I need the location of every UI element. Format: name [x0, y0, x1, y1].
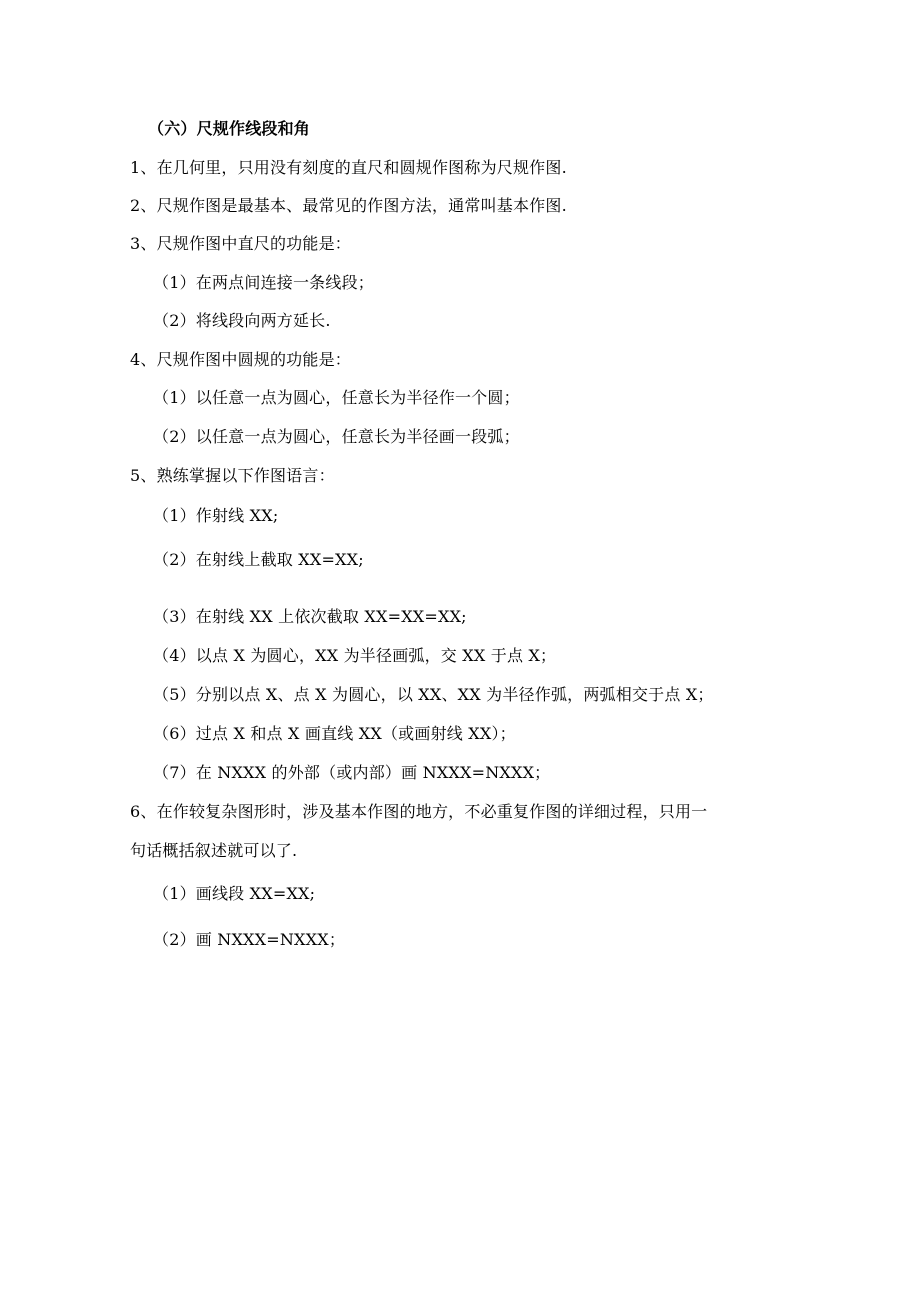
sub-item-5-7: （7）在 NXXX 的外部（或内部）画 NXXX=NXXX； — [153, 763, 551, 782]
paragraph-item-4: 4、尺规作图中圆规的功能是： — [130, 350, 351, 369]
sub-item-5-6: （6）过点 X 和点 X 画直线 XX（或画射线 XX）； — [153, 724, 516, 743]
sub-item-3-1: （1）在两点间连接一条线段； — [153, 273, 374, 292]
sub-item-6-2: （2）画 NXXX=NXXX； — [153, 930, 346, 949]
sub-item-5-5: （5）分别以点 X、点 X 为圆心，以 XX、XX 为半径作弧，两弧相交于点 X； — [153, 685, 714, 704]
sub-item-5-3: （3）在射线 XX 上依次截取 XX=XX=XX; — [153, 607, 467, 626]
paragraph-item-5: 5、熟练掌握以下作图语言： — [130, 466, 335, 485]
paragraph-item-2: 2、尺规作图是最基本、最常见的作图方法，通常叫基本作图. — [130, 196, 567, 215]
sub-item-3-2: （2）将线段向两方延长. — [153, 311, 331, 330]
section-heading: （六）尺规作线段和角 — [148, 119, 311, 138]
sub-item-4-2: （2）以任意一点为圆心，任意长为半径画一段弧； — [153, 427, 520, 446]
sub-item-6-1: （1）画线段 XX=XX; — [153, 884, 316, 903]
sub-item-4-1: （1）以任意一点为圆心，任意长为半径作一个圆； — [153, 388, 520, 407]
sub-item-5-4: （4）以点 X 为圆心，XX 为半径画弧，交 XX 于点 X； — [153, 646, 557, 665]
paragraph-item-3: 3、尺规作图中直尺的功能是： — [130, 234, 351, 253]
paragraph-item-6: 6、在作较复杂图形时，涉及基本作图的地方，不必重复作图的详细过程，只用一 — [130, 802, 708, 821]
paragraph-item-6-continuation: 句话概括叙述就可以了. — [130, 841, 298, 860]
sub-item-5-1: （1）作射线 XX; — [153, 506, 279, 525]
paragraph-item-1: 1、在几何里，只用没有刻度的直尺和圆规作图称为尺规作图. — [130, 158, 567, 177]
sub-item-5-2: （2）在射线上截取 XX=XX; — [153, 550, 364, 569]
